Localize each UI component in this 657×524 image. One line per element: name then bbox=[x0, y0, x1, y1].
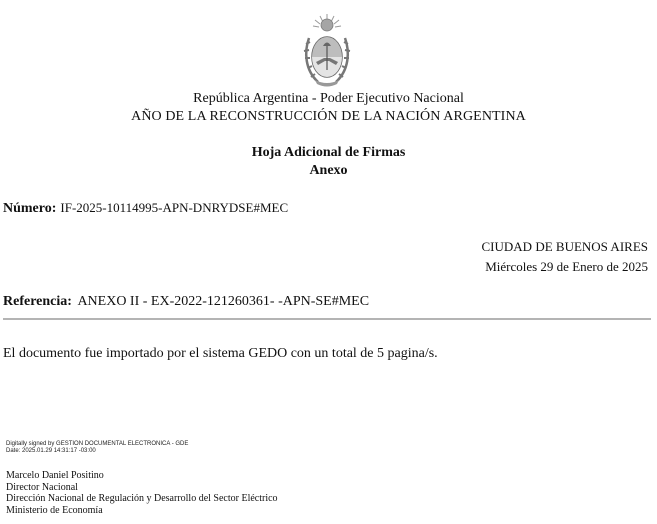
signer-role: Director Nacional bbox=[6, 481, 78, 493]
document-reference bbox=[3, 294, 369, 310]
document-reference-label: Referencia: bbox=[3, 294, 72, 309]
coat-of-arms-icon bbox=[302, 12, 352, 90]
document-number-label: Número: bbox=[3, 201, 57, 216]
document-city: CIUDAD DE BUENOS AIRES bbox=[481, 239, 648, 254]
digital-signature-signed-by: Digitally signed by GESTION DOCUMENTAL ELECTRONICA - GDE bbox=[6, 441, 189, 447]
document-title: Hoja Adicional de Firmas bbox=[251, 145, 406, 160]
document-subtitle: Anexo bbox=[309, 163, 348, 178]
document-date: Miércoles 29 de Enero de 2025 bbox=[485, 259, 648, 274]
divider bbox=[3, 318, 651, 320]
document-number bbox=[3, 200, 288, 217]
signer-name: Marcelo Daniel Positino bbox=[6, 470, 104, 481]
document-number-value: IF-2025-10114995-APN-DNRYDSE#MEC bbox=[60, 200, 289, 215]
document-reference-value: ANEXO II - EX-2022-121260361- -APN-SE#MEC bbox=[77, 294, 370, 309]
header-year-motto: AÑO DE LA RECONSTRUCCIÓN DE LA NACIÓN ARGENTINA bbox=[131, 109, 526, 124]
signer-ministry: Ministerio de Economía bbox=[6, 504, 103, 516]
digital-signature-date: Date: 2025.01.29 14:31:17 -03:00 bbox=[6, 448, 96, 454]
document-body-text: El documento fue importado por el sistema GEDO con un total de 5 pagina/s. bbox=[3, 346, 438, 361]
signer-block bbox=[6, 470, 278, 516]
signer-office: Dirección Nacional de Regulación y Desarrollo del Sector Eléctrico bbox=[6, 493, 278, 504]
header-government-line: República Argentina - Poder Ejecutivo Nacional bbox=[193, 91, 464, 106]
digital-signature-stamp bbox=[6, 441, 188, 455]
